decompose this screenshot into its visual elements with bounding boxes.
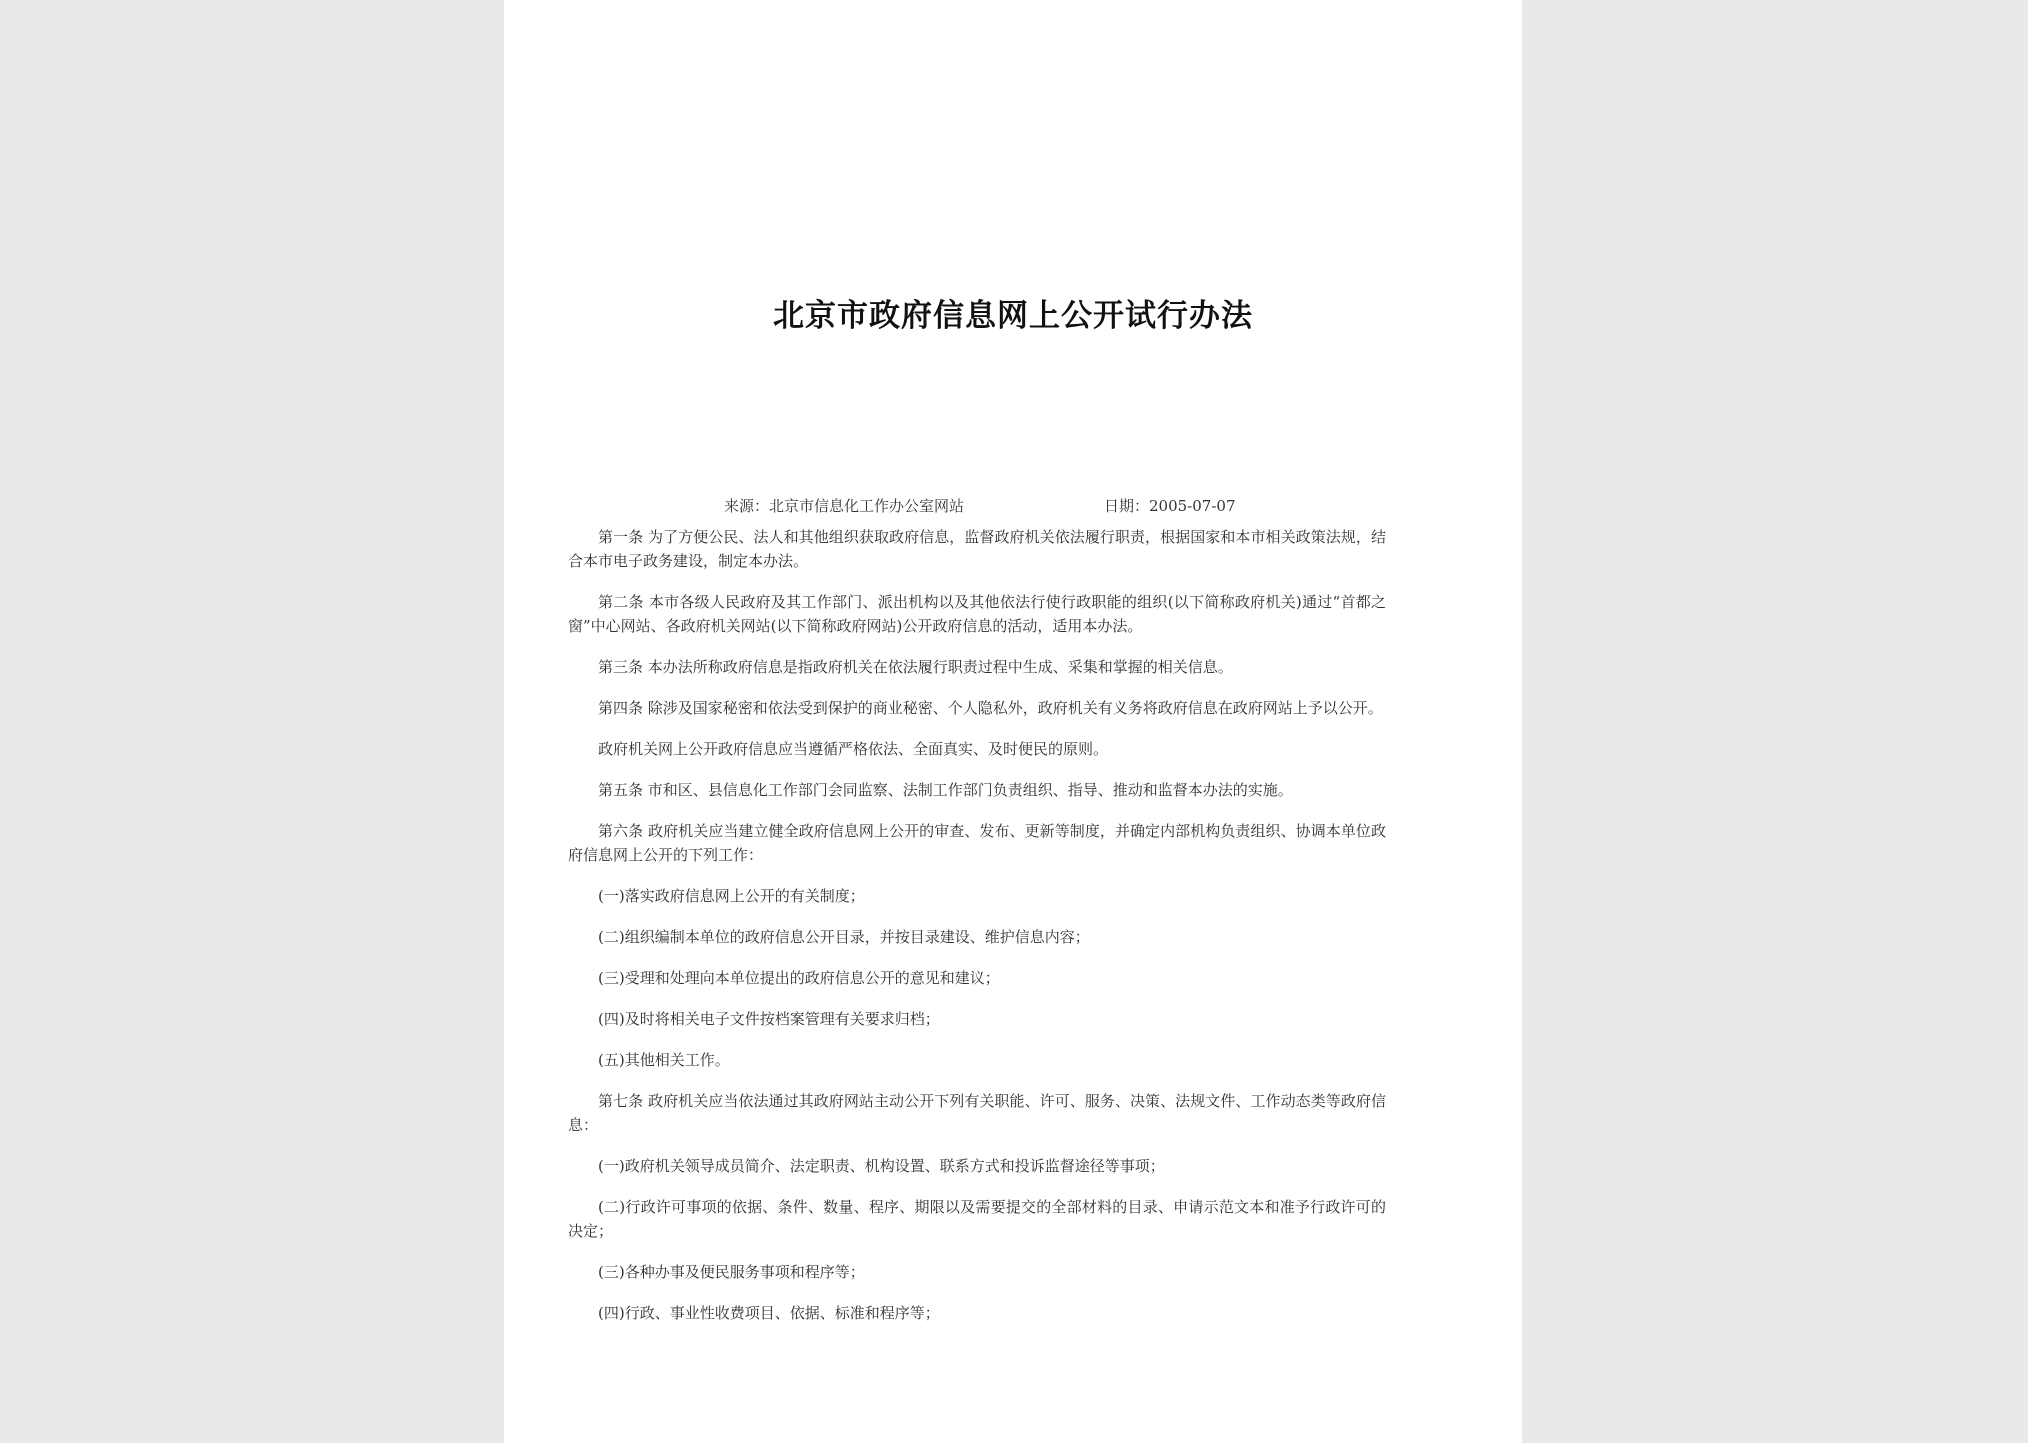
paragraph: 第二条 本市各级人民政府及其工作部门、派出机构以及其他依法行使行政职能的组织(以下简称政府机关)通过“首都之窗”中心网站、各政府机关网站(以下简称政府网站)公开政府信息的活动，适用本办法。 (568, 593, 1386, 635)
list-item: (二)行政许可事项的依据、条件、数量、程序、期限以及需要提交的全部材料的目录、申请示范文本和准予行政许可的决定； (568, 1198, 1386, 1240)
list-item: (三)受理和处理向本单位提出的政府信息公开的意见和建议； (598, 969, 1000, 987)
list-item: (一)政府机关领导成员简介、法定职责、机构设置、联系方式和投诉监督途径等事项； (598, 1157, 1165, 1175)
document-body (568, 525, 1386, 1342)
paragraph: 第三条 本办法所称政府信息是指政府机关在依法履行职责过程中生成、采集和掌握的相关信息。 (598, 658, 1233, 676)
list-item: (二)组织编制本单位的政府信息公开目录，并按目录建设、维护信息内容； (598, 928, 1090, 946)
list-item: (一)落实政府信息网上公开的有关制度； (598, 887, 865, 905)
list-item: (五)其他相关工作。 (598, 1051, 730, 1069)
list-item: (三)各种办事及便民服务事项和程序等； (598, 1263, 865, 1281)
date-line: 日期：2005-07-07 (1104, 497, 1236, 515)
paragraph: 第四条 除涉及国家秘密和依法受到保护的商业秘密、个人隐私外，政府机关有义务将政府信息在政府网站上予以公开。 (598, 699, 1383, 717)
source-line: 来源：北京市信息化工作办公室网站 (724, 497, 965, 515)
paragraph: 第六条 政府机关应当建立健全政府信息网上公开的审查、发布、更新等制度，并确定内部机构负责组织、协调本单位政府信息网上公开的下列工作： (568, 822, 1386, 864)
paragraph: 第五条 市和区、县信息化工作部门会同监察、法制工作部门负责组织、指导、推动和监督本办法的实施。 (598, 781, 1293, 799)
document-title: 北京市政府信息网上公开试行办法 (773, 298, 1253, 334)
list-item: (四)行政、事业性收费项目、依据、标准和程序等； (598, 1304, 940, 1322)
paragraph: 第七条 政府机关应当依法通过其政府网站主动公开下列有关职能、许可、服务、决策、法规文件、工作动态类等政府信息： (568, 1092, 1386, 1134)
document-page (504, 0, 1522, 1443)
list-item: (四)及时将相关电子文件按档案管理有关要求归档； (598, 1010, 940, 1028)
paragraph: 政府机关网上公开政府信息应当遵循严格依法、全面真实、及时便民的原则。 (598, 740, 1109, 758)
paragraph: 第一条 为了方便公民、法人和其他组织获取政府信息，监督政府机关依法履行职责，根据国家和本市相关政策法规，结合本市电子政务建设，制定本办法。 (568, 528, 1386, 570)
